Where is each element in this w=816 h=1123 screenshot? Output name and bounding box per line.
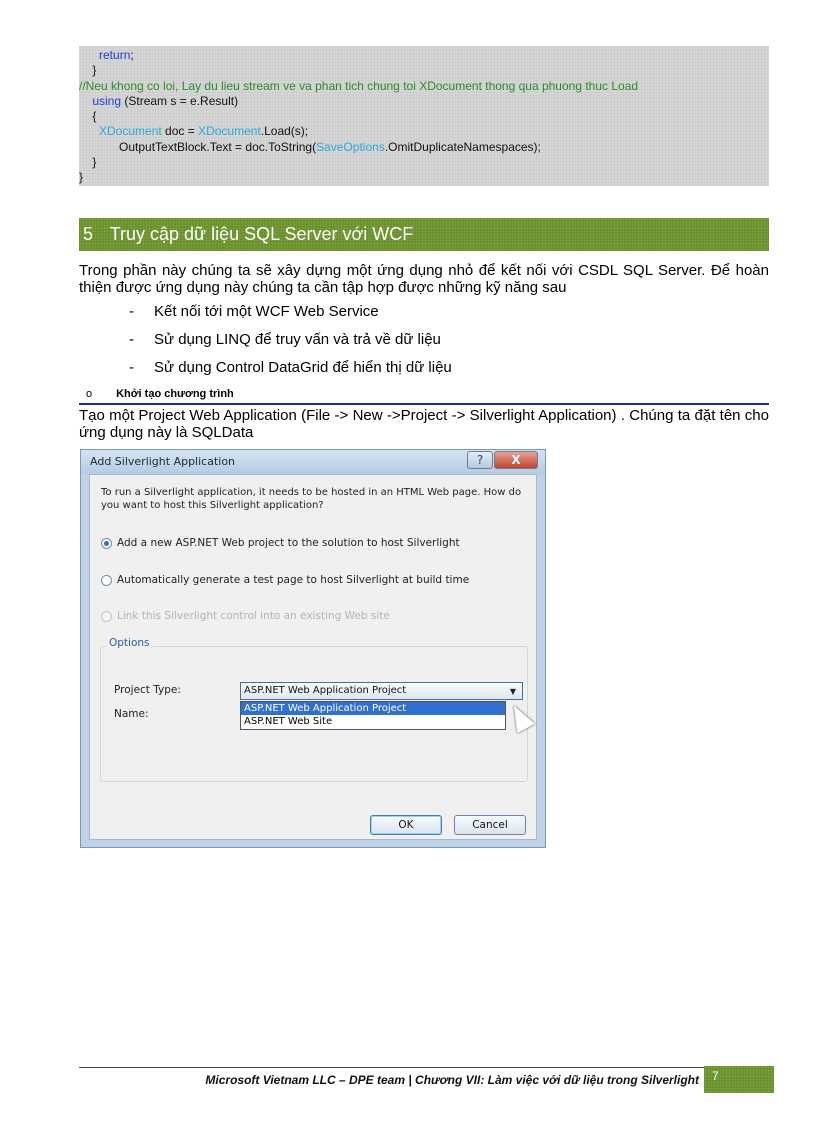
project-type-dropdown xyxy=(240,701,506,730)
code-line xyxy=(79,79,769,94)
list-item-text: Sử dụng LINQ để truy vấn và trả về dữ liệu xyxy=(154,331,441,348)
code-token: OutputTextBlock.Text = doc.ToString( xyxy=(79,139,317,154)
subheading-marker: o xyxy=(86,388,93,400)
code-token: } xyxy=(79,170,84,185)
list-item-text: Kết nối tới một WCF Web Service xyxy=(154,303,379,320)
add-silverlight-dialog xyxy=(80,449,546,848)
code-token: .OmitDuplicateNamespaces); xyxy=(384,139,541,154)
radio-unchecked-icon[interactable] xyxy=(101,575,112,586)
code-token: .Load(s); xyxy=(260,124,309,139)
radio-label: Link this Silverlight control into an existing Web site xyxy=(117,610,390,622)
code-token: } xyxy=(79,63,97,78)
list-item xyxy=(129,330,729,358)
bullet-marker: - xyxy=(129,331,134,348)
cancel-button[interactable]: Cancel xyxy=(454,815,526,835)
ok-button[interactable]: OK xyxy=(370,815,442,835)
code-token xyxy=(79,48,99,62)
radio-add-web-project[interactable] xyxy=(101,537,460,549)
page-number: 7 xyxy=(704,1066,774,1093)
code-block xyxy=(79,46,769,186)
radio-label[interactable]: Add a new ASP.NET Web project to the solution to host Silverlight xyxy=(117,537,460,549)
footer-rule xyxy=(79,1067,704,1068)
dropdown-arrow-icon[interactable]: ▼ xyxy=(509,687,516,696)
code-line xyxy=(79,155,769,170)
intro-paragraph: Trong phần này chúng ta sẽ xây dựng một ứng dụng nhỏ để kết nối với CSDL SQL Server. Để hoàn thiện được ứng dụng này chúng ta cần tập hợp được những kỹ năng sau xyxy=(79,262,769,296)
code-line xyxy=(79,63,769,78)
code-token: { xyxy=(79,109,97,124)
code-token: return xyxy=(99,48,131,62)
code-token: //Neu khong co loi, Lay du lieu stream ve va phan tich chung toi XDocument thong qua phuong thuc Load xyxy=(79,78,639,93)
code-token: XDocument xyxy=(198,124,261,139)
code-line xyxy=(79,124,769,139)
project-type-select[interactable] xyxy=(240,682,523,700)
radio-generate-test-page[interactable] xyxy=(101,574,469,586)
code-token: using xyxy=(92,93,122,108)
subheading-text: Khởi tạo chương trình xyxy=(116,388,234,400)
code-token: XDocument xyxy=(99,124,162,139)
radio-label[interactable]: Automatically generate a test page to host Silverlight at build time xyxy=(117,574,470,586)
code-line xyxy=(79,94,769,109)
bullet-marker: - xyxy=(129,303,134,320)
code-token: doc = xyxy=(161,124,199,139)
code-token: SaveOptions xyxy=(316,139,385,154)
list-item-text: Sử dụng Control DataGrid để hiển thị dữ liệu xyxy=(154,359,452,376)
code-line xyxy=(79,48,769,63)
subheading xyxy=(79,385,769,405)
dialog-body xyxy=(89,474,537,840)
close-button[interactable]: X xyxy=(494,451,538,469)
radio-checked-icon[interactable] xyxy=(101,538,112,549)
project-type-label: Project Type: xyxy=(114,684,181,696)
code-line xyxy=(79,170,769,185)
radio-link-existing-site xyxy=(101,610,390,622)
options-legend: Options xyxy=(106,637,153,649)
footer-text: Microsoft Vietnam LLC – DPE team | Chương VII: Làm việc với dữ liệu trong Silverlight xyxy=(205,1073,699,1087)
list-item xyxy=(129,358,729,386)
skill-list xyxy=(129,302,729,386)
project-type-value[interactable]: ASP.NET Web Application Project xyxy=(244,685,407,696)
dropdown-option[interactable]: ASP.NET Web Application Project xyxy=(241,702,505,715)
code-token xyxy=(79,124,99,138)
code-token xyxy=(79,94,92,108)
section-title: Truy cập dữ liệu SQL Server với WCF xyxy=(109,224,414,244)
code-token: (Stream s = e.Result) xyxy=(121,93,239,108)
help-button[interactable]: ? xyxy=(467,451,493,469)
name-label: Name: xyxy=(114,708,149,720)
bullet-marker: - xyxy=(129,359,134,376)
dropdown-option[interactable]: ASP.NET Web Site xyxy=(244,716,333,727)
radio-disabled-icon xyxy=(101,611,112,622)
code-token: ; xyxy=(130,48,134,62)
dialog-titlebar[interactable] xyxy=(81,450,545,474)
code-token: } xyxy=(79,155,97,170)
step-paragraph: Tạo một Project Web Application (File -> New ->Project -> Silverlight Application) . Chúng ta đặt tên cho ứng dụng này là SQLData xyxy=(79,407,769,441)
list-item xyxy=(129,302,729,330)
code-line xyxy=(79,140,769,155)
dialog-title: Add Silverlight Application xyxy=(90,455,236,468)
code-line xyxy=(79,109,769,124)
section-header xyxy=(79,218,769,251)
dialog-prompt: To run a Silverlight application, it needs to be hosted in an HTML Web page. How do you want to host this Silverlight application? xyxy=(101,487,522,511)
section-number: 5 xyxy=(83,224,94,244)
